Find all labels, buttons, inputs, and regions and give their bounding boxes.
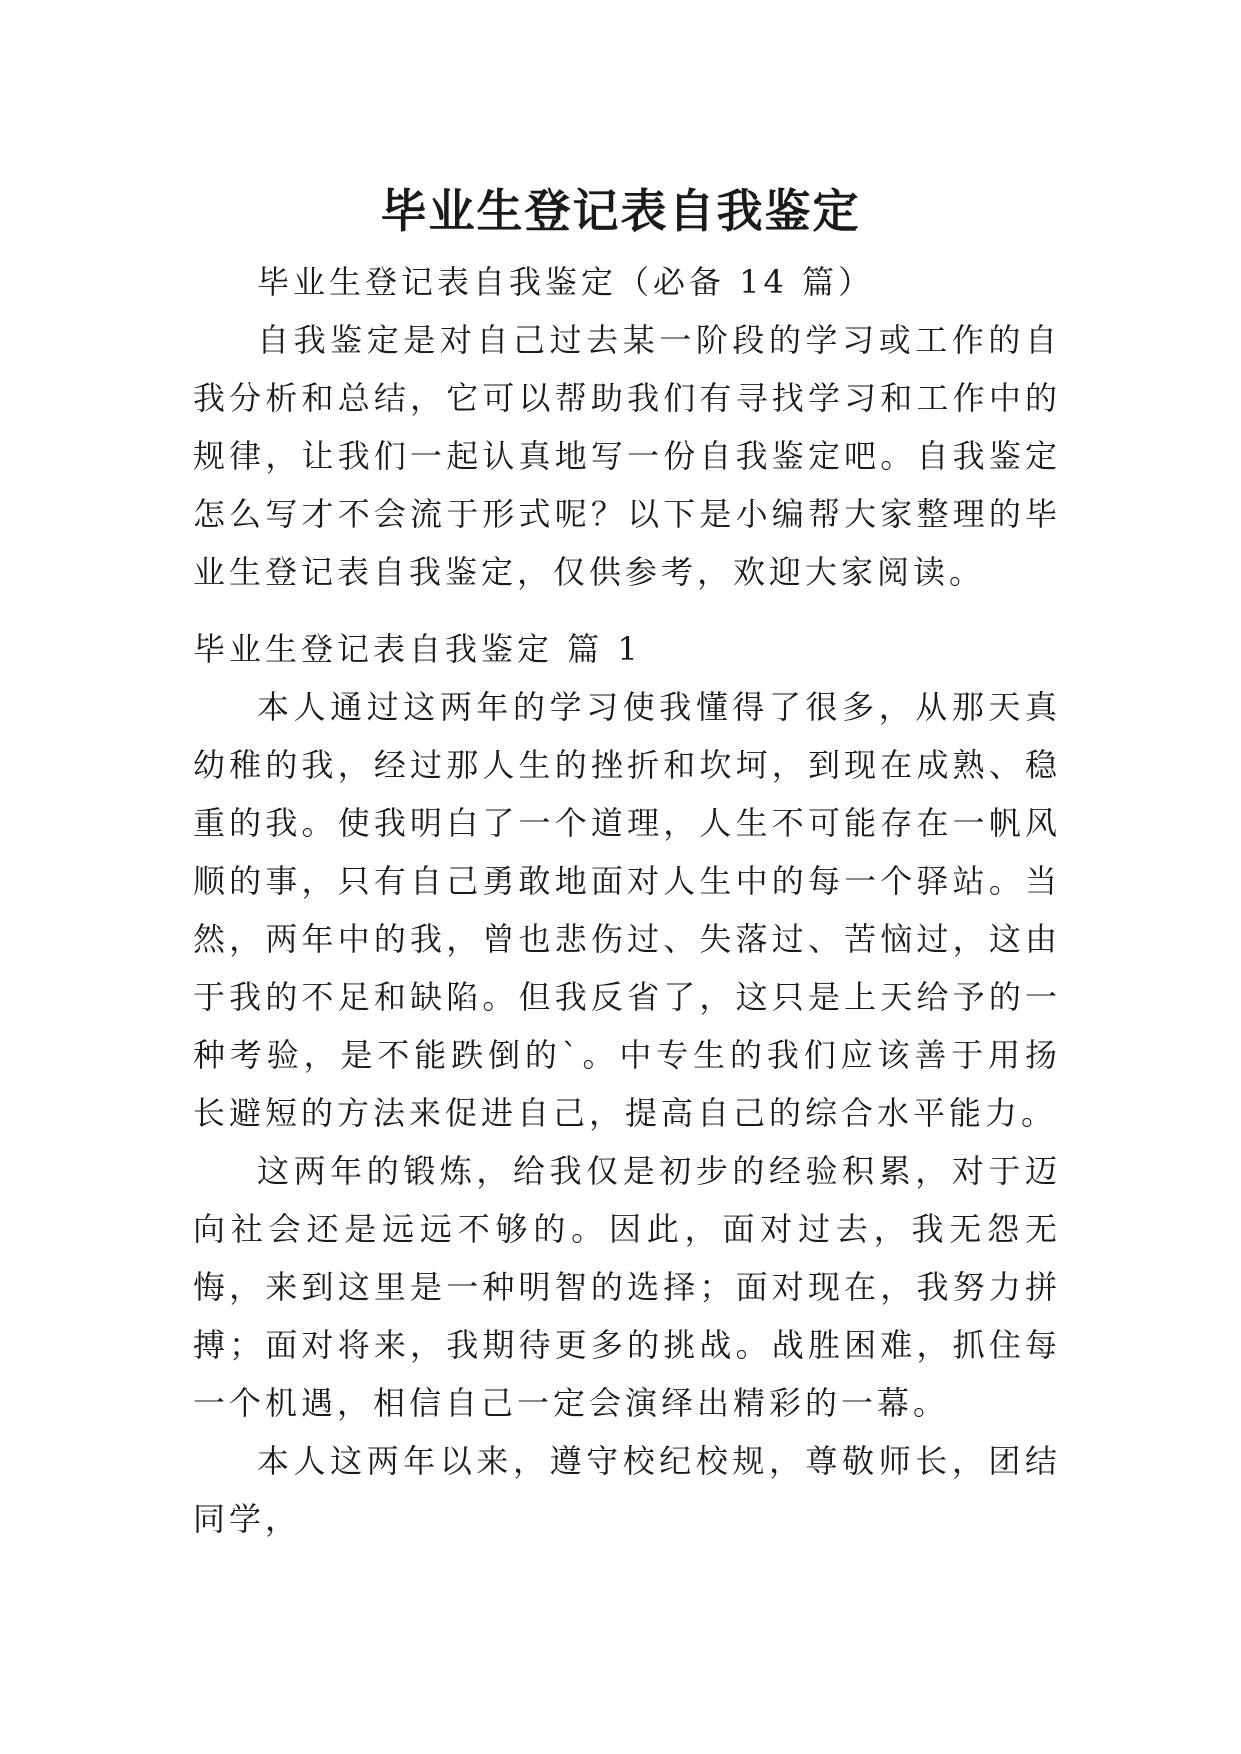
section-1 — [193, 620, 1061, 1548]
document-subtitle: 毕业生登记表自我鉴定（必备 14 篇） — [257, 263, 875, 301]
body-paragraph: 本人这两年以来，遵守校纪校规，尊敬师长，团结同学， — [193, 1442, 1061, 1538]
intro-paragraph: 自我鉴定是对自己过去某一阶段的学习或工作的自我分析和总结，它可以帮助我们有寻找学习和工作中的规律，让我们一起认真地写一份自我鉴定吧。自我鉴定怎么写才不会流于形式呢？以下是小编帮大家整理的毕业生登记表自我鉴定，仅供参考，欢迎大家阅读。 — [193, 321, 1061, 591]
intro-block — [193, 253, 1061, 601]
section-heading: 毕业生登记表自我鉴定 篇 1 — [193, 630, 642, 668]
document-title: 毕业生登记表自我鉴定 — [380, 183, 861, 238]
body-paragraph: 这两年的锻炼，给我仅是初步的经验积累，对于迈向社会还是远远不够的。因此，面对过去，我无怨无悔，来到这里是一种明智的选择；面对现在，我努力拼搏；面对将来，我期待更多的挑战。战胜困难，抓住每一个机遇，相信自己一定会演绎出精彩的一幕。 — [193, 1152, 1061, 1422]
body-paragraph: 本人通过这两年的学习使我懂得了很多，从那天真幼稚的我，经过那人生的挫折和坎坷，到现在成熟、稳重的我。使我明白了一个道理，人生不可能存在一帆风顺的事，只有自己勇敢地面对人生中的每一个驿站。当然，两年中的我，曾也悲伤过、失落过、苦恼过，这由于我的不足和缺陷。但我反省了，这只是上天给予的一种考验，是不能跌倒的`。中专生的我们应该善于用扬长避短的方法来促进自己，提高自己的综合水平能力。 — [193, 688, 1061, 1132]
